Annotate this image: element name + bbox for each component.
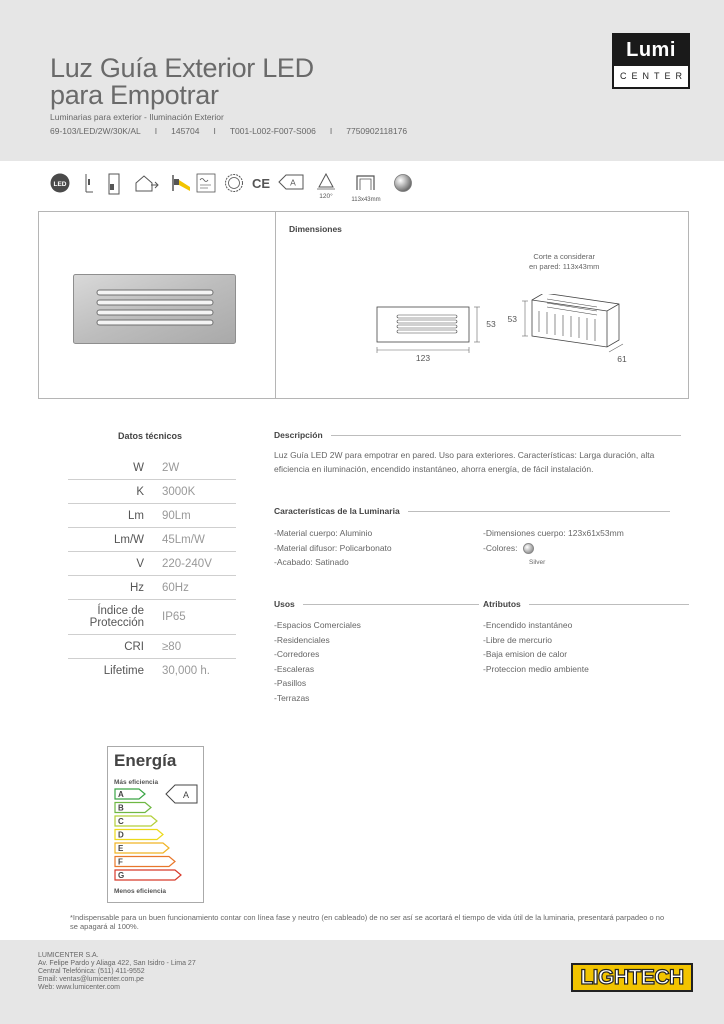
svg-text:123: 123 [415,353,431,363]
list-item: -Baja emision de calor [483,649,568,659]
characteristics-left-list [274,526,392,570]
energy-class-label: B [118,803,124,813]
spec-value: 30,000 h. [162,665,210,677]
lightech-logo: LIGHTECH [571,963,693,992]
dimension-drawing [357,294,627,374]
energy-class-icon [278,173,304,191]
spec-key: K [136,485,144,498]
energy-class-label: C [118,817,124,826]
list-item: -Espacios Comerciales [274,620,361,630]
spec-value: 3000K [162,485,196,498]
energy-title: Energía [114,751,177,770]
table-row [68,456,236,480]
technical-title: Datos técnicos [118,431,183,441]
lumicenter-logo [612,33,690,89]
spec-value: 45Lm/W [162,533,205,546]
list-item: -Encendido instantáneo [483,620,573,630]
atributos-title: Atributos [483,599,689,609]
list-item: -Pasillos [274,678,307,688]
energy-bar-g [115,870,181,880]
list-item: -Escaleras [274,663,315,674]
table-row [68,552,236,576]
energy-label [107,746,204,903]
list-item: -Terrazas [274,692,310,703]
outdoor-house-icon [134,173,160,193]
separator: I [213,126,216,136]
table-row [68,600,236,635]
svg-text:120°: 120° [319,193,333,200]
list-item: -Material cuerpo: Aluminio [274,528,373,538]
company-address: Av. Felipe Pardo y Aliaga 422, San Isidro - Lima 27 [38,960,196,967]
description-title: Descripción [274,430,681,440]
list-item: -Acabado: Satinado [274,557,349,567]
energy-more: Más eficiencia [114,779,159,786]
usos-list [274,618,361,705]
list-item: -Corredores [274,649,320,659]
energy-class-label: A [118,790,124,799]
divider [303,604,479,605]
energy-rating-label: A [182,790,190,800]
list-item: -Libre de mercurio [483,634,552,645]
product-code: 145704 [171,126,200,136]
list-item: -Dimensiones cuerpo: 123x61x53mm [483,528,624,538]
energy-bar-f [115,857,175,867]
spec-key: Índice de Protección [89,605,144,629]
table-row [68,504,236,528]
company-web: Web: www.lumicenter.com [38,984,120,991]
logo-bottom: CENTER [619,71,687,81]
product-code: 69-103/LED/2W/30K/AL [50,126,141,136]
company-name: LUMICENTER S.A. [38,952,99,959]
energy-less: Menos eficiencia [114,888,167,895]
company-phone: Central Telefónica: (511) 411-9552 [38,968,145,975]
logo-top: Lumi [614,35,688,66]
table-row [68,528,236,552]
spec-key: Lm [128,509,144,522]
ac-icon [196,173,216,193]
height-icon [83,173,95,193]
atributos-list [483,618,589,676]
list-item: -Proteccion medio ambiente [483,663,589,674]
footnote: *Indispensable para un buen funcionamiento contar con línea fase y neutro (en cableado) de no ser así se acortará el tiempo de vida útil de la luminaria, presentará parpadeo o no se apagará al 100%. [70,913,665,931]
spec-key: Lm/W [113,533,144,546]
divider [408,511,670,512]
separator: I [329,126,333,136]
cut-out-icon [346,173,386,205]
divider [529,604,689,605]
product-photo [73,274,236,344]
table-row [68,480,236,504]
energy-class-label: F [118,857,123,867]
divider [331,435,681,436]
beam-angle-icon [314,173,338,201]
table-row [68,659,236,683]
color-label: Silver [529,559,546,566]
eco-icon [224,173,244,193]
svg-text:A: A [290,177,296,188]
list-item: -Residenciales [274,634,330,645]
cut-note: Corte a considerar en pared: 113x43mm [529,252,600,271]
spec-key: CRI [124,640,144,653]
svg-text:53: 53 [486,319,496,329]
page-title: Luz Guía Exterior LED para Empotrar [50,53,314,110]
description-text: Luz Guía LED 2W para empotrar en pared. Uso para exteriores. Características: Larga duración, alta eficiencia en iluminación, encendido instantáneo, ahorra energía, de fácil instalación. [274,450,655,474]
technical-table [68,456,236,683]
list-item: -Material difusor: Policarbonato [274,542,392,553]
energy-class-label: D [118,830,124,840]
led-icon [50,173,70,193]
svg-text:CE: CE [251,176,271,191]
spec-value: ≥80 [162,640,182,653]
panel-divider [275,212,276,398]
characteristics-title: Características de la Luminaria [274,506,670,516]
wall-icon [108,173,120,195]
energy-class-label: E [118,844,124,853]
feature-icons [50,173,430,203]
usos-title: Usos [274,599,479,609]
silver-swatch-icon [523,543,534,554]
finish-icon [393,173,413,193]
svg-text:113x43mm: 113x43mm [351,197,381,203]
table-row [68,576,236,600]
spec-key: W [133,461,144,474]
spec-key: Lifetime [103,665,144,677]
separator: I [154,126,158,136]
product-panel [38,211,689,399]
energy-class-label: G [118,871,125,880]
spec-value: 90Lm [162,509,191,522]
product-code: T001-L002-F007-S006 [229,126,316,136]
energy-rating-arrow [166,785,197,803]
ce-icon [251,173,271,193]
svg-text:61: 61 [617,354,627,364]
spec-value: 2W [162,461,180,474]
spec-key: Hz [129,581,144,594]
spec-value: 220-240V [162,557,212,570]
spec-value: IP65 [162,611,186,623]
company-info [38,952,196,992]
spec-value: 60Hz [162,581,189,594]
svg-text:53: 53 [507,314,517,324]
product-codes [50,126,407,136]
product-code: 7750902118176 [346,126,408,136]
characteristics-right-list [483,526,624,555]
table-row [68,635,236,659]
list-item: -Colores: [483,541,624,556]
wall-lamp-icon [170,173,192,193]
svg-text:LED: LED [53,181,67,188]
dimensions-title: Dimensiones [289,224,342,234]
company-email: Email: ventas@lumicenter.com.pe [38,976,144,983]
page-subtitle: Luminarias para exterior - Iluminación Exterior [50,112,224,122]
energy-scale [108,747,203,902]
spec-key: V [136,557,144,570]
